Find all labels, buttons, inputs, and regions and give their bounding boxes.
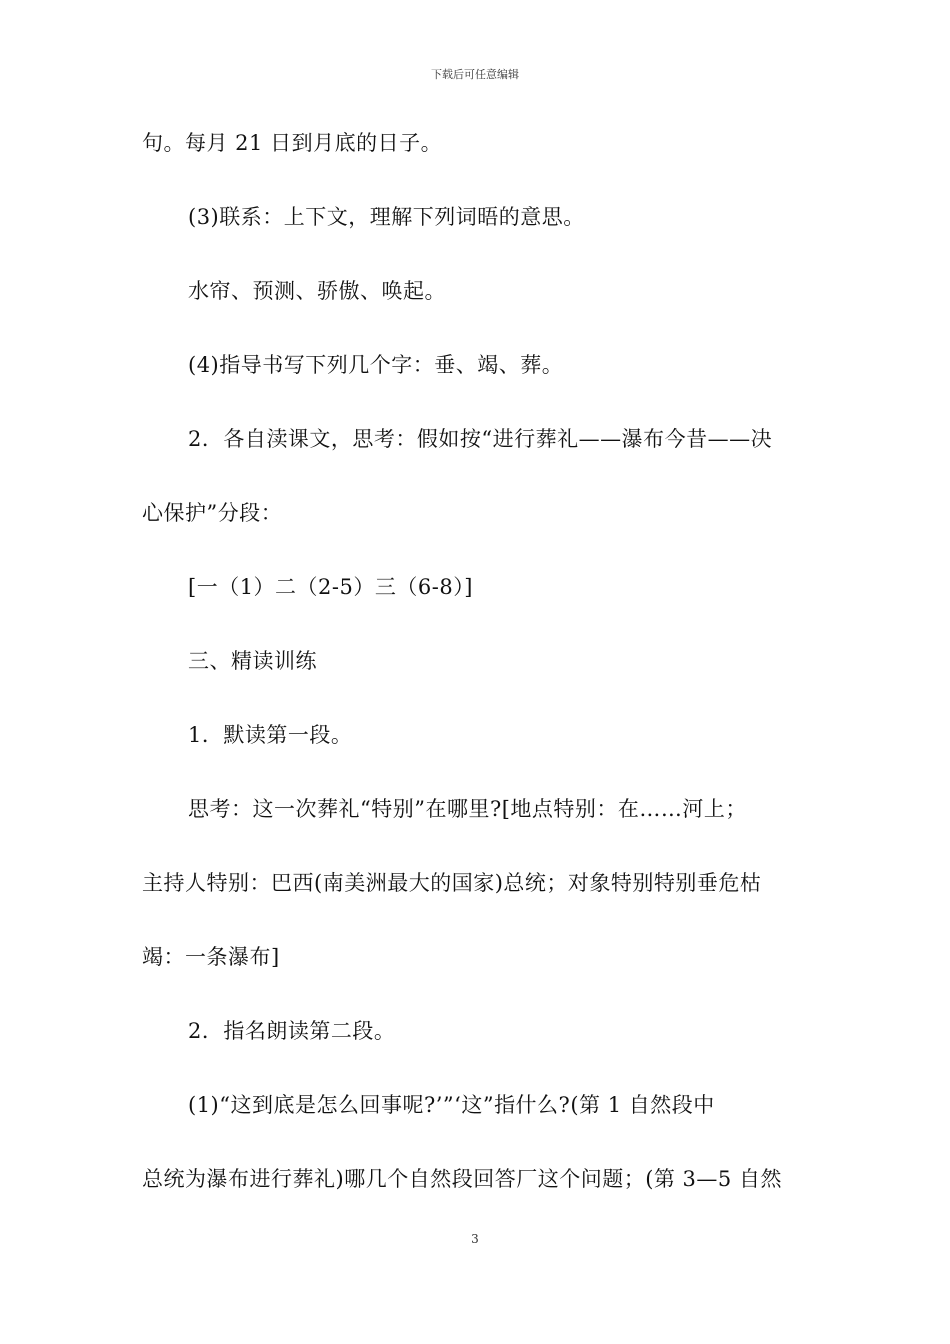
text-line-2: (3)联系：上下文，理解下列词晤的意思。 [188, 205, 585, 229]
section-heading: 三、精读训练 [188, 649, 317, 673]
page-header: 下载后可任意编辑 [431, 68, 519, 81]
text-line-3: 水帘、预测、骄傲、唤起。 [188, 279, 446, 303]
text-line-11: 主持人特别：巴西(南美洲最大的国家)总统；对象特别特别垂危枯 [142, 871, 762, 895]
text-line-4: (4)指导书写下列几个字：垂、竭、葬。 [188, 353, 564, 377]
text-line-1: 句。每月 21 日到月底的日子。 [142, 131, 443, 155]
page-number: 3 [471, 1232, 479, 1246]
text-line-13: 2．指名朗读第二段。 [188, 1019, 396, 1043]
text-line-6: 心保护”分段： [142, 501, 283, 525]
text-line-14: (1)“这到底是怎么回事呢?’”‘这”指什么?(第 1 自然段中 [188, 1093, 715, 1117]
text-line-5: 2．各自渎课文，思考：假如按“进行葬礼——瀑布今昔——决 [188, 427, 773, 451]
text-line-9: 1．默读第一段。 [188, 723, 353, 747]
text-line-15: 总统为瀑布进行葬礼)哪几个自然段回答厂这个问题；(第 3—5 自然 [142, 1167, 782, 1191]
text-line-12: 竭：一条瀑布] [142, 945, 280, 969]
text-line-7: [一（1）二（2-5）三（6-8）] [188, 575, 473, 599]
text-line-10: 思考：这一次葬礼“特别”在哪里?[地点特别：在……河上； [188, 797, 747, 821]
